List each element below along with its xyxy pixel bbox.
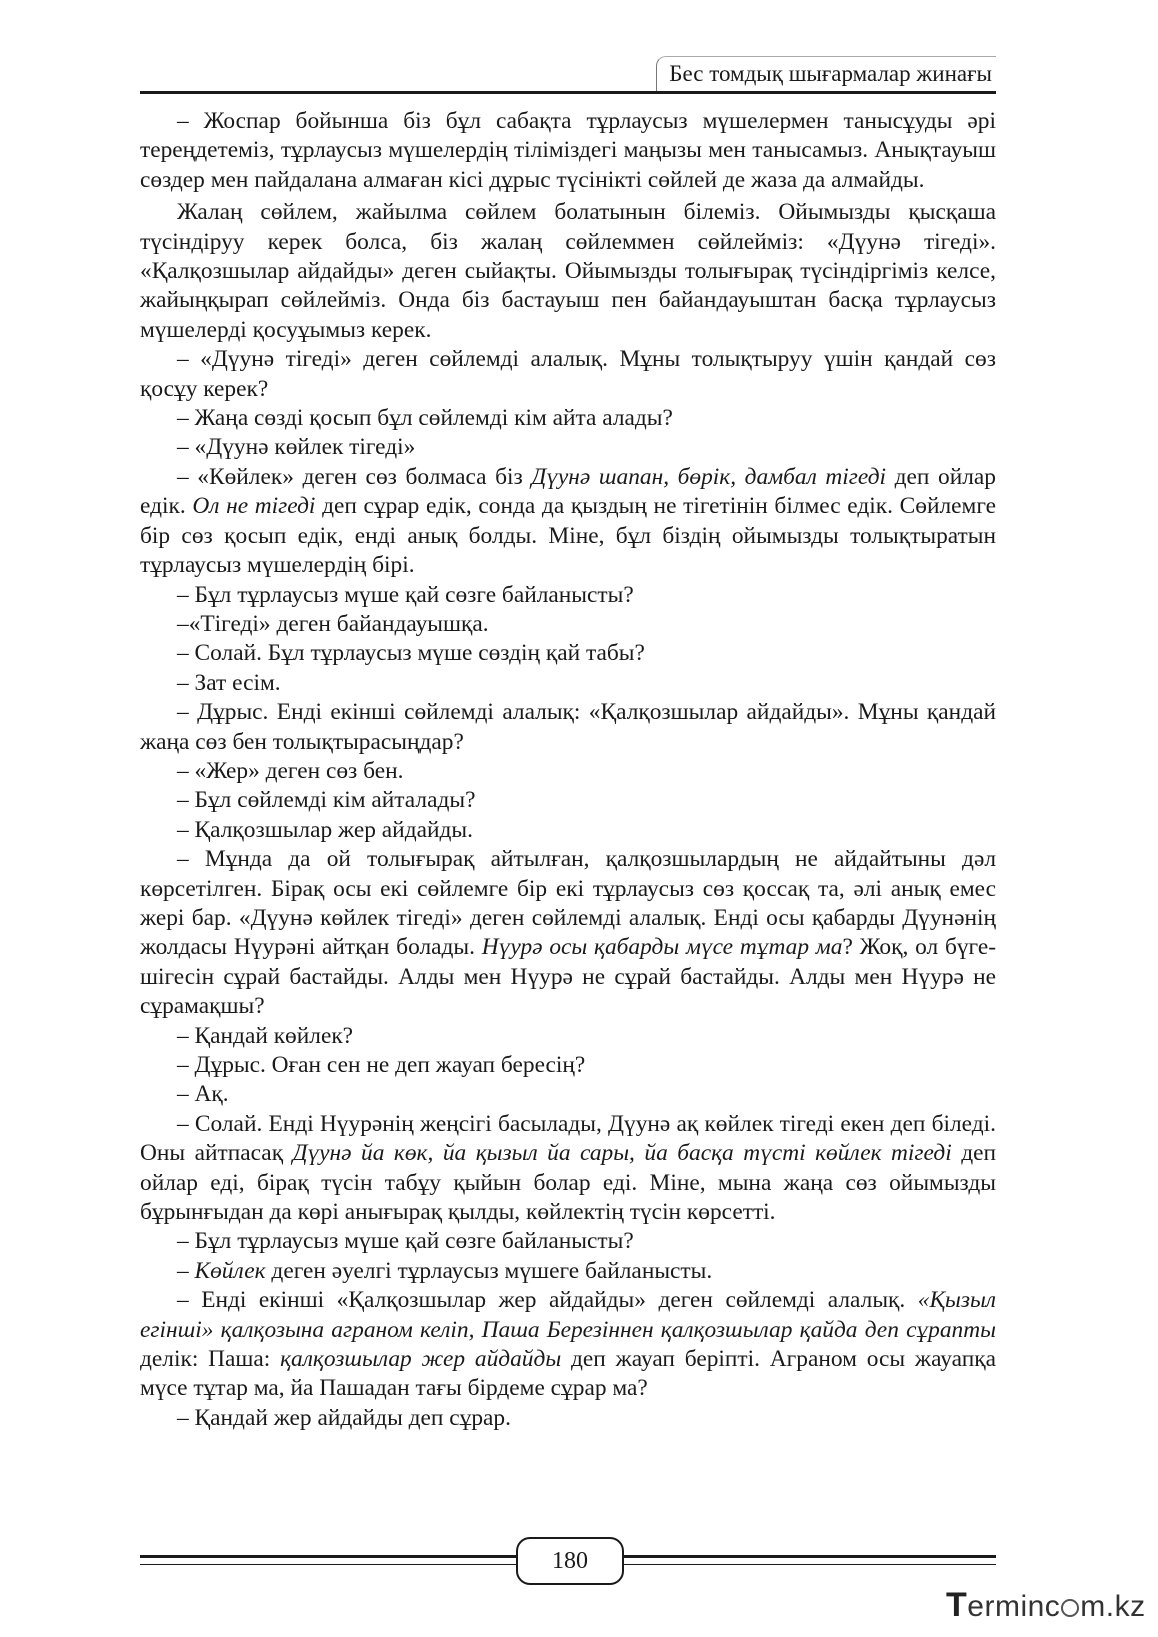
paragraph: – Дұрыс. Оған сен не деп жауап бересің? — [177, 1052, 586, 1078]
paragraph: –«Тігеді» деген байандауышқа. — [177, 610, 489, 637]
text-run: ? Жоқ, ол бүге-шігесін сұрай бастайды. Алды мен Нүурә не сұрай бастайды. Алды мен Нүурә не сұрамақшы? — [140, 934, 996, 1020]
text-run: делік: Паша: — [140, 1346, 281, 1373]
text-run: – Мұнда да ой толығырақ айтылған, қалқозшылардың не айдайтыны дәл көрсетілген. Бірақ осы екі сөйлемге бір екі тұрлаусыз сөз қоссақ та, әлі анық емес жері бар. «Дүунә көйлек тігеді» деген сөйлемді алалық. Енді осы қабарды Дүунәнің жолдасы Нүурәні айтқан болады. — [140, 846, 996, 961]
paragraph: – Жаңа сөзді қосып бұл сөйлемді кім айта алады? — [177, 405, 673, 432]
text-run: деген әуелгі тұрлаусыз мүшеге байланысты. — [265, 1257, 713, 1284]
italic-example: Ол не тігеді — [192, 493, 316, 520]
running-header — [140, 56, 996, 94]
paragraph: – Ақ. — [177, 1081, 229, 1108]
text-run: – «Көйлек» деген сөз болмаса біз — [177, 463, 532, 490]
text-run: деп ойлар еді, бірақ түсін табұу қыйын болар еді. Міне, мына жаңа сөз ойымызды бұрынғыдан да көрі анығырақ қылды, көйлектің түсін көрсетті. — [140, 1140, 997, 1226]
paragraph: – Бұл сөйлемді кім айталады? — [177, 787, 476, 814]
text-run: – Енді екінші «Қалқозшылар жер айдайды» деген сөйлемді алалық. — [177, 1287, 918, 1314]
page-footer — [140, 1535, 996, 1585]
italic-example: Нүурә осы қабарды мүсе тұтар ма — [481, 934, 843, 961]
italic-example: Көйлек — [194, 1257, 266, 1284]
paragraph: – Жоспар бойынша біз бұл сабақта тұрлаусыз мүшелермен танысұуды әрі тереңдетеміз, тұрлаусыз мүшелердің тіліміздегі маңызы мен танысамыз. Анықтауыш сөздер мен пайдалана алмаған кісі дұрыс түсінікті сөйлей де жаза да алмайды. — [140, 108, 996, 193]
italic-example: Дүунә йа көк, йа қызыл йа сары, йа басқа түсті көйлек тігеді — [292, 1140, 952, 1167]
watermark-text: Terminc m.kz — [946, 1585, 1146, 1624]
italic-example: Дүунә шапан, бөрік, дамбал тігеді — [531, 463, 887, 490]
magnifier-icon — [1061, 1599, 1079, 1617]
paragraph: – Солай. Бұл тұрлаусыз мүше сөздің қай табы? — [177, 640, 645, 667]
text-run: деп сұрар едік, сонда да қыздың не тігетінін білмес едік. Сөйлемге бір сөз қосып едік, енді анық болды. Міне, бұл біздің ойымызды толықтыратын тұрлаусыз мүшелердің бірі. — [140, 493, 996, 579]
paragraph — [140, 1110, 996, 1228]
paragraph: – Қандай көйлек? — [177, 1022, 354, 1049]
text-run: – Солай. Енді Нүурәнің жеңсігі басылады, Дүунә ақ көйлек тігеді екен деп біледі. Оны айтпасақ — [140, 1110, 996, 1167]
footer-rule-right — [620, 1555, 996, 1565]
italic-example: «Қызыл егінші» қалқозына аграном келіп, Паша Березіннен қалқозшылар қайда деп сұрапты — [140, 1287, 996, 1343]
paragraph — [140, 1257, 996, 1286]
paragraph — [140, 463, 996, 581]
paragraph: – Қандай жер айдайды деп сұрар. — [177, 1404, 511, 1431]
paragraph — [140, 1286, 996, 1404]
paragraph: Жалаң сөйлем, жайылма сөйлем болатынын білеміз. Ойымызды қысқаша түсіндіруу керек болса, біз жалаң сөйлеммен сөйлейміз: «Дүунә тігеді». «Қалқозшылар айдайды» деген сыйақты. Ойымызды толығырақ түсіндіргіміз келсе, жайыңқырап сөйлейміз. Онда біз бастауыш пен байандауыштан басқа тұрлаусыз мүшелерді қосуұымыз керек. — [140, 199, 996, 343]
header-title-box — [656, 56, 996, 91]
paragraph — [140, 845, 996, 1021]
paragraph: – «Жер» деген сөз бен. — [177, 757, 404, 784]
page-number-box — [516, 1537, 624, 1585]
text-run: деп ойлар едік. — [140, 463, 996, 520]
page-body — [140, 107, 996, 1433]
text-run: – — [177, 1257, 195, 1284]
paragraph: – Дұрыс. Енді екінші сөйлемді алалық: «Қалқозшылар айдайды». Мұны қандай жаңа сөз бен толықтырасыңдар? — [140, 699, 996, 755]
header-rule — [140, 91, 996, 94]
termincom-watermark — [946, 1585, 1156, 1625]
footer-rule-left — [140, 1555, 516, 1565]
italic-example: қалқозшылар жер айдайды — [280, 1346, 562, 1373]
paragraph: – Бұл тұрлаусыз мүше қай сөзге байланысты? — [177, 581, 634, 608]
paragraph: – Қалқозшылар жер айдайды. — [177, 816, 473, 843]
paragraph: – Бұл тұрлаусыз мүше қай сөзге байланысты? — [177, 1228, 634, 1255]
book-title: Бес томдық шығармалар жинағы — [669, 61, 992, 86]
paragraph: – «Дүунә тігеді» деген сөйлемді алалық. Мұны толықтыруу үшін қандай сөз қосұу керек? — [140, 346, 996, 402]
paragraph: – «Дүунә көйлек тігеді» — [177, 434, 416, 461]
page-number: 180 — [552, 1547, 588, 1574]
text-run: деп жауап беріпті. Аграном осы жауапқа мүсе тұтар ма, йа Пашадан тағы бірдеме сұрар ма? — [140, 1346, 996, 1402]
paragraph: – Зат есім. — [177, 669, 281, 696]
